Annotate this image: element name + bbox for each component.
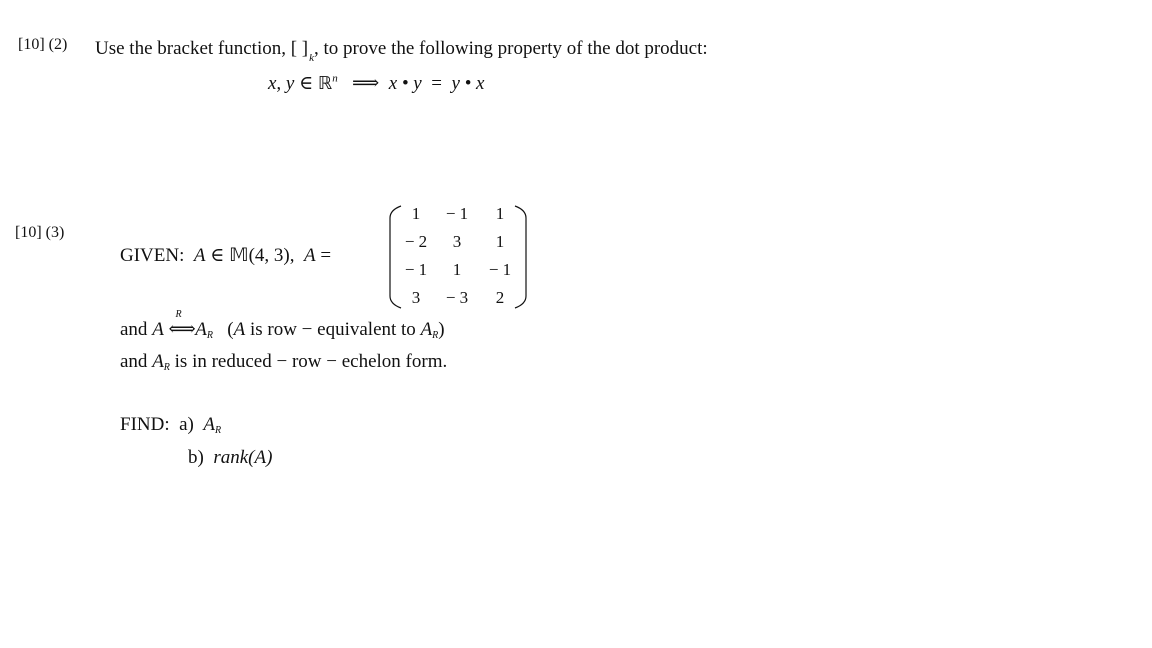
find-a-sub: R — [215, 425, 222, 436]
row-equivalence-line — [120, 309, 445, 341]
arrow-label: R — [175, 309, 182, 320]
find-a-label: a) — [179, 414, 194, 435]
matrix-cell: − 3 — [445, 288, 469, 307]
line1-A: A — [152, 319, 164, 340]
matrix-cell: 1 — [495, 232, 505, 251]
line1-mid: is row − equivalent to — [245, 319, 421, 340]
formula-element-of: ∈ — [299, 73, 314, 94]
given-dims: (4, 3), — [248, 245, 295, 266]
problem-3-tag: [10] (3) — [15, 224, 65, 241]
matrix-cell: 1 — [495, 204, 505, 223]
matrix-cell: − 2 — [404, 232, 428, 251]
matrix-cell: 3 — [411, 288, 421, 307]
given-A: A — [193, 245, 206, 266]
matrix-cell: 1 — [452, 260, 462, 279]
line1-AR-sub: R — [206, 330, 214, 341]
formula-lhs: x • y — [388, 73, 422, 94]
given-matrix-space: 𝕄 — [229, 244, 249, 266]
formula-implies: ⟹ — [351, 73, 380, 94]
problem-2-statement — [95, 38, 708, 64]
given-label: GIVEN: — [120, 245, 185, 266]
line1-AR2: A — [420, 319, 433, 340]
find-a-value: A — [203, 414, 215, 435]
given-element-of: ∈ — [210, 245, 225, 266]
matrix-cell: − 1 — [488, 260, 512, 279]
formula-vars: x, y — [268, 73, 295, 94]
given-line — [120, 244, 331, 267]
and-word: and — [120, 351, 148, 372]
line2-rest: is in reduced − row − echelon form. — [169, 351, 448, 372]
statement-text-before: Use the bracket function, [ ] — [95, 38, 309, 59]
given-A2: A — [303, 245, 316, 266]
line2-AR: A — [152, 351, 164, 372]
line1-AR: A — [195, 319, 207, 340]
find-part-b — [188, 447, 272, 469]
line2-AR-sub: R — [163, 362, 170, 373]
dot-product-formula — [268, 72, 485, 95]
bracket-subscript: k — [309, 52, 315, 64]
line1-AR2-sub: R — [432, 330, 439, 341]
statement-text-after: , to prove the following property of the dot product: — [314, 38, 708, 59]
find-label: FIND: — [120, 414, 170, 435]
problem-2-tag: [10] (2) — [18, 36, 68, 53]
matrix-cell: − 1 — [404, 260, 428, 279]
matrix-cell: 2 — [495, 288, 505, 307]
arrow-symbol: ⟺ — [168, 319, 196, 340]
formula-equals: = — [431, 73, 442, 94]
and-word: and — [120, 319, 148, 340]
matrix-cell: 1 — [411, 204, 421, 223]
matrix-cell: 3 — [452, 232, 462, 251]
paren-close: ) — [438, 319, 445, 340]
find-b-label: b) — [188, 447, 204, 468]
paren-open: ( — [227, 319, 234, 340]
rref-line — [120, 351, 447, 373]
find-b-value: rank(A) — [213, 447, 273, 468]
line1-A-in: A — [233, 319, 246, 340]
row-equivalent-arrow — [168, 309, 196, 341]
formula-rhs: y • x — [451, 73, 485, 94]
given-equals: = — [320, 245, 332, 266]
find-part-a — [120, 414, 221, 436]
matrix-cell: − 1 — [445, 204, 469, 223]
formula-set-sup: n — [332, 72, 338, 85]
matrix-A — [388, 204, 528, 310]
formula-set: ℝ — [317, 73, 333, 94]
